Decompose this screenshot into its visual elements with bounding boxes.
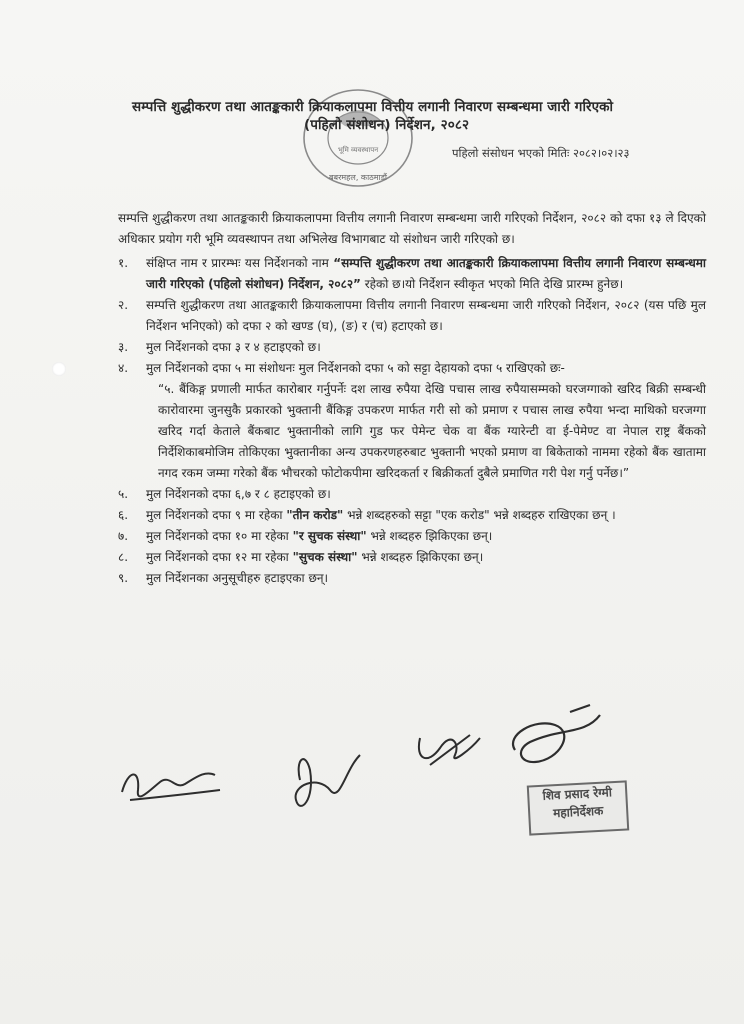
list-item [118,526,706,547]
item-text-post: भन्ने शब्दहरु झिकिएका छन्। [366,529,493,543]
item-text [146,253,706,295]
officer-stamp [527,780,629,835]
item-text-bold: "सुचक संस्था" [292,550,358,564]
item-text [146,358,706,379]
item-text [146,295,706,337]
signature-3 [419,735,480,765]
item-text-pre: मुल निर्देशनको दफा ९ मा रहेका [146,508,287,522]
item-text-bold: "र सुचक संस्था" [292,529,367,543]
item-text-pre: मुल निर्देशनको दफा १० मा रहेका [146,529,293,543]
item-number: ७. [118,529,129,543]
item-number: ४. [118,361,129,375]
item-text-pre: मुल निर्देशनको दफा १२ मा रहेका [146,550,293,564]
item-text-post: भन्ने शब्दहरुको सट्टा "एक करोड" भन्ने शब्दहरु राखिएका छन् । [343,508,616,522]
item-text-pre: मुल निर्देशनको दफा ३ र ४ हटाइएको छ। [146,340,321,354]
item-number: १. [118,256,129,270]
item-number: ८. [118,550,129,564]
title-line-1: सम्पत्ति शुद्धीकरण तथा आतङ्ककारी क्रियाकलापमा वित्तीय लगानी निवारण सम्बन्धमा जारी गरिएको [132,99,614,115]
list-item [118,484,706,505]
item-text [146,484,706,505]
stamp-name: शिव प्रसाद रेग्मी [542,785,613,803]
list-item [118,337,706,358]
item-number: २. [118,298,129,312]
item-number: ३. [118,340,129,354]
list-item [118,358,706,379]
signature-1 [122,773,220,800]
amendment-list-1 [118,253,706,379]
item-text [146,505,706,526]
item-text-pre: संक्षिप्त नाम र प्रारम्भः यस निर्देशनको नाम [146,256,334,270]
item-number: ९. [118,571,129,585]
list-item [118,253,706,295]
item-text-pre: मुल निर्देशनको दफा ६,७ र ८ हटाइएको छ। [146,487,331,501]
item-text-pre: सम्पत्ति शुद्धीकरण तथा आतङ्ककारी क्रियाकलापमा वित्तीय लगानी निवारण सम्बन्धमा जारी गरिएको निर्देशन, २०८२ (यस पछि मुल निर्देशन भनिएको) को दफा २ को खण्ड (घ), (ङ) र (च) हटाएको छ। [146,298,706,333]
list-item [118,295,706,337]
item-text [146,526,706,547]
punch-hole [52,362,66,376]
item-text [146,568,706,589]
item-text-post: भन्ने शब्दहरु झिकिएका छन्। [357,550,484,564]
document-body [118,208,706,589]
item-text [146,547,706,568]
item-text [146,337,706,358]
title-line-2: (पहिलो संशोधन) निर्देशन, २०८२ [304,117,470,133]
document-title [132,98,692,134]
item-text-bold: "तीन करोड" [286,508,344,522]
list-item [118,547,706,568]
list-item [118,568,706,589]
list-item [118,505,706,526]
intro-paragraph: सम्पत्ति शुद्धीकरण तथा आतङ्ककारी क्रियाकलापमा वित्तीय लगानी निवारण सम्बन्धमा जारी गरिएको निर्देशन, २०८२ को दफा १३ ले दिएको अधिकार प्रयोग गरी भूमि व्यवस्थापन तथा अभिलेख विभागबाट यो संशोधन जारी गरिएको छ। [118,211,706,246]
signature-4 [513,705,600,762]
quoted-section-5: “५. बैंकिङ्ग प्रणाली मार्फत कारोबार गर्नुपर्नेः दश लाख रुपैया देखि पचास लाख रुपैयासम्मको घरजग्गाको खरिद बिक्री सम्बन्धी कारोवारमा जुनसुकै प्रकारको भुक्तानी बैंकिङ्ग उपकरण मार्फत गरी सो को प्रमाण र पचास लाख रुपैया भन्दा माथिको घरजग्गा खरिद गर्दा केताले बैंकबाट भुक्तानीको लागि गुड फर पेमेन्ट चेक वा बैंक ग्यारेन्टी वा ई-पेमेण्ट वा नेपाल राष्ट्र बैंकको निर्देशिकाबमोजिम तोकिएका भुक्तानीका अन्य उपकरणहरुबाट भुक्तानी भएको प्रमाण वा बिकेताको नाममा रहेको बैंक खातामा नगद रकम जम्मा गरेको बैंक भौचरको फोटोकपीमा खरिदकर्ता र बिक्रीकर्ता दुबैले प्रमाणित गरी पेश गर्नु पर्नेछ।” [158,382,706,480]
item-text-post: रहेको छ।यो निर्देशन स्वीकृत भएको मिति देखि प्रारम्भ हुनेछ। [360,277,624,291]
item-text-pre: मुल निर्देशनको दफा ५ मा संशोधनः मुल निर्देशनको दफा ५ को सट्टा देहायको दफा ५ राखिएको छः- [146,361,565,375]
svg-text:बबरमहल, काठमाडौं: बबरमहल, काठमाडौं [328,173,388,182]
signature-2 [296,755,360,806]
amendment-list-2 [118,484,706,589]
stamp-title: महानिर्देशक [552,803,604,821]
item-text-bold: “सम्पत्ति शुद्धीकरण तथा आतङ्ककारी क्रियाकलापमा वित्तीय लगानी निवारण सम्बन्धमा जारी गरिएको (पहिलो संशोधन) निर्देशन, २०८२” [146,256,706,291]
item-number: ५. [118,487,129,501]
amendment-date: पहिलो संसोधन भएको मितिः २०८२।०२।२३ [452,146,630,160]
item-text-pre: मुल निर्देशनका अनुसूचीहरु हटाइएका छन्। [146,571,329,585]
item-number: ६. [118,508,129,522]
svg-text:भूमि व्यवस्थापन: भूमि व्यवस्थापन [337,146,379,154]
